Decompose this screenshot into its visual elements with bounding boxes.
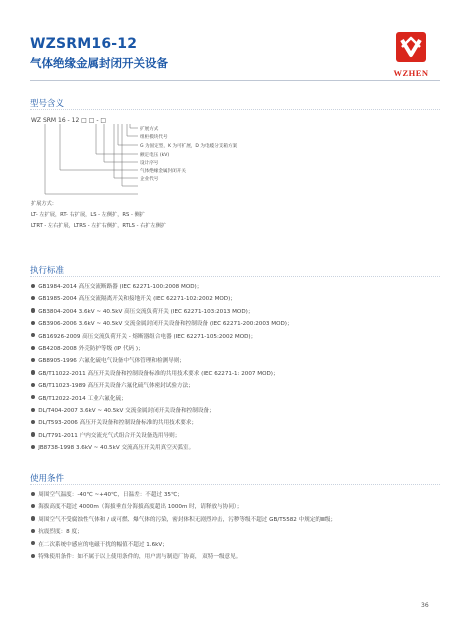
list-item: GB/T11022-2011 高压开关设备和控制设备标准的共用技术要求 (IEC 62271-1: 2007 MOD)； xyxy=(31,369,279,377)
list-item: 抗震烈度：8 度； xyxy=(31,527,83,535)
logo-wordmark: WZHEN xyxy=(393,68,429,78)
list-item: GB16926-2009 高压交流负荷开关 - 熔断器组合电器 (IEC 62271-105:2002 MOD)； xyxy=(31,332,256,340)
list-item: GB1985-2004 高压交流隔离开关和接地开关 (IEC 62271-102:2002 MOD)； xyxy=(31,294,236,302)
list-item: GB3804-2004 3.6kV ~ 40.5kV 高压交流负荷开关 (IEC 62271-103:2013 MOD)； xyxy=(31,307,253,315)
bullet-icon xyxy=(31,308,35,312)
bullet-icon xyxy=(31,395,35,399)
bullet-icon xyxy=(31,554,35,558)
bullet-icon xyxy=(31,432,35,436)
expansion-line: LTRT - 左右扩展，LTRS - 左扩右侧扩，RTLS - 右扩左侧扩 xyxy=(31,223,167,229)
section-heading-model-meaning: 型号含义 xyxy=(30,99,65,109)
section-divider xyxy=(30,484,440,485)
list-item: GB8905-1996 六氟化硫电气设备中气体管理和检测导则； xyxy=(31,356,185,364)
bullet-icon xyxy=(31,346,35,350)
legend-item: 设计序号 xyxy=(140,161,159,166)
list-item: GB/T11023-1989 高压开关设备六氟化硫气体密封试验方法； xyxy=(31,381,194,389)
list-item: 周围空气不受腐蚀性气体和 / 或可燃、爆气体的污染，密封体积无剧烈冲击，污秽等级不超过 GB/T5582 中规定的Ⅲ级； xyxy=(31,515,336,523)
list-item: JB8738-1998 3.6kV ~ 40.5kV 交流高压开关用真空灭弧室。 xyxy=(31,443,194,451)
section-divider xyxy=(30,276,440,277)
bullet-icon xyxy=(31,358,35,362)
bullet-icon xyxy=(31,529,35,533)
legend-item: 扩展方式 xyxy=(140,127,159,132)
section-heading-standards: 执行标准 xyxy=(30,266,65,276)
section-heading-conditions: 使用条件 xyxy=(30,474,65,484)
list-item: GB/T12022-2014 工业六氟化硫； xyxy=(31,394,127,402)
list-item: DL/T593-2006 高压开关设备和控制设备标准的共用技术要求； xyxy=(31,418,197,426)
list-item: DL/T791-2011 户内交流充气式组合开关设备选用导则； xyxy=(31,431,180,439)
bullet-icon xyxy=(31,383,35,387)
bullet-icon xyxy=(31,445,35,449)
product-subtitle: 气体绝缘金属封闭开关设备 xyxy=(30,56,168,70)
legend-item: 组柜模块代号 xyxy=(140,135,168,140)
list-item: 特殊使用条件：如不属于以上使用条件的，用户需与制造厂协商， 双特一级意见。 xyxy=(31,552,241,560)
bullet-icon xyxy=(31,333,35,337)
model-code-leader-lines xyxy=(0,0,468,200)
expansion-line: LT- 左扩展，RT- 右扩展，LS - 左侧扩，RS - 侧扩 xyxy=(31,212,145,218)
list-item: GB1984-2014 高压交流断路器 (IEC 62271-100:2008 MOD)； xyxy=(31,282,202,290)
bullet-icon xyxy=(31,541,35,545)
model-code: WZ SRM 16 - 12 □ □ - □ xyxy=(31,117,107,124)
bullet-icon xyxy=(31,504,35,508)
bullet-icon xyxy=(31,284,35,288)
bullet-icon xyxy=(31,321,35,325)
bullet-icon xyxy=(31,370,35,374)
expansion-title: 扩展方式： xyxy=(31,201,57,207)
list-item: 周围空气温度：-40℃ ~+40℃，日温差：不超过 35℃； xyxy=(31,490,183,498)
page-number: 36 xyxy=(421,602,429,609)
bullet-icon xyxy=(31,420,35,424)
list-item: 海拔高度不超过 4000m（海拔垂直分海拔高度超出 1000m 时，请释放与协同）； xyxy=(31,502,242,510)
legend-item: 气体绝缘金属封闭开关 xyxy=(140,169,186,174)
legend-item: G 为固定型，K 为可扩展，D 为电缆分支箱方案 xyxy=(140,144,238,149)
list-item: GB3906-2006 3.6kV ~ 40.5kV 交流金属封闭开关设备和控制设备 (IEC 62271-200:2003 MOD)； xyxy=(31,319,293,327)
list-item: DL/T404-2007 3.6kV ~ 40.5kV 交流金属封闭开关设备和控制设备； xyxy=(31,406,215,414)
bullet-icon xyxy=(31,408,35,412)
product-model-title: WZSRM16-12 xyxy=(30,36,138,52)
legend-item: 额定电压 (kV) xyxy=(140,153,170,158)
list-item: 在二次系统中感应的电磁干扰的幅值不超过 1.6kV； xyxy=(31,540,168,548)
list-item: GB4208-2008 外壳防护等级 (IP 代码 )； xyxy=(31,344,144,352)
bullet-icon xyxy=(31,516,35,520)
bullet-icon xyxy=(31,492,35,496)
bullet-icon xyxy=(31,296,35,300)
legend-item: 企业代号 xyxy=(140,177,159,182)
